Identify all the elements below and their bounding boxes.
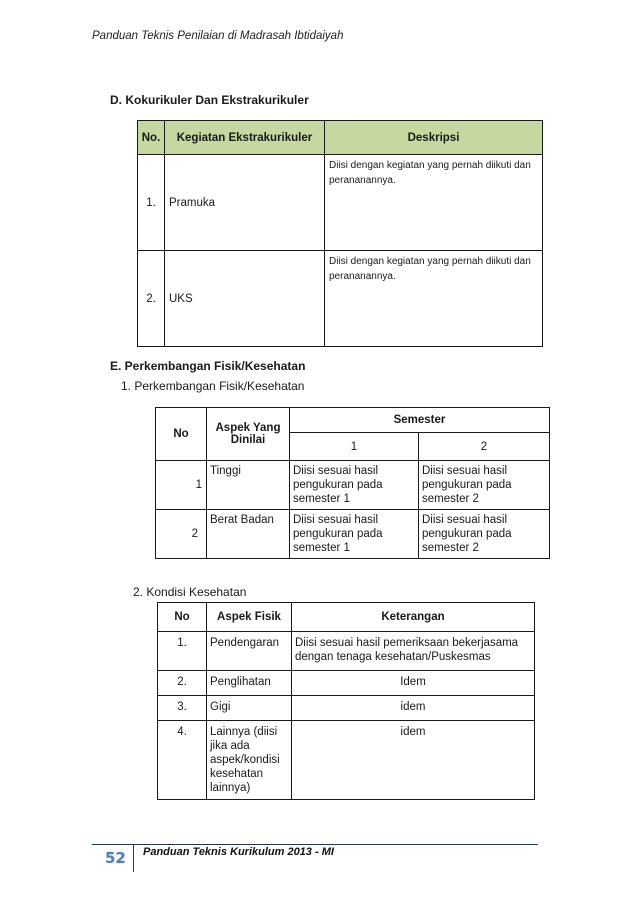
row-keterangan: Diisi sesuai hasil pemeriksaan bekerjasama dengan tenaga kesehatan/Puskesmas <box>292 632 535 671</box>
row-aspek: Penglihatan <box>207 671 292 696</box>
kesehatan-table <box>157 602 535 800</box>
row-no: 1. <box>158 632 207 671</box>
running-header: Panduan Teknis Penilaian di Madrasah Ibtidaiyah <box>92 30 344 42</box>
table-row <box>138 155 543 251</box>
table-row <box>158 721 535 800</box>
table-row <box>156 461 550 510</box>
table-row <box>138 251 543 347</box>
row-no: 2. <box>158 671 207 696</box>
section-d-title: D. Kokurikuler Dan Ekstrakurikuler <box>110 93 309 107</box>
row-kegiatan: UKS <box>165 251 325 347</box>
row-aspek: Pendengaran <box>207 632 292 671</box>
row-aspek: Lainnya (diisi jika ada aspek/kondisi kesehatan lainnya) <box>207 721 292 800</box>
table-header-row <box>138 121 543 155</box>
row-no: 2. <box>138 251 165 347</box>
header-aspek: Aspek Yang Dinilai <box>207 408 290 461</box>
page-number: 52 <box>105 849 126 867</box>
table-header-row <box>158 603 535 632</box>
section-e2-title: 2. Kondisi Kesehatan <box>133 585 247 599</box>
header-no: No <box>156 408 207 461</box>
row-no: 2 <box>156 510 207 559</box>
row-semester-1: Diisi sesuai hasil pengukuran pada semester 1 <box>290 461 419 510</box>
row-keterangan: idem <box>292 721 535 800</box>
footer-vertical-divider <box>133 844 134 872</box>
header-semester-1: 1 <box>290 433 419 461</box>
table-row <box>158 632 535 671</box>
header-semester: Semester <box>290 408 550 433</box>
header-no: No. <box>138 121 165 155</box>
row-no: 1. <box>138 155 165 251</box>
section-e1-title: 1. Perkembangan Fisik/Kesehatan <box>121 379 305 393</box>
footer-divider <box>92 844 538 845</box>
row-aspek: Gigi <box>207 696 292 721</box>
row-no: 4. <box>158 721 207 800</box>
section-e-title: E. Perkembangan Fisik/Kesehatan <box>110 359 306 373</box>
row-aspek: Berat Badan <box>207 510 290 559</box>
row-kegiatan: Pramuka <box>165 155 325 251</box>
ekstrakurikuler-table <box>137 120 543 347</box>
row-deskripsi: Diisi dengan kegiatan yang pernah diikuti dan perananannya. <box>325 251 543 347</box>
row-aspek: Tinggi <box>207 461 290 510</box>
fisik-table <box>155 407 550 559</box>
header-aspek-fisik: Aspek Fisik <box>207 603 292 632</box>
table-row <box>158 696 535 721</box>
table-row <box>156 510 550 559</box>
row-keterangan: Idem <box>292 671 535 696</box>
row-semester-1: Diisi sesuai hasil pengukuran pada semester 1 <box>290 510 419 559</box>
row-keterangan: idem <box>292 696 535 721</box>
row-deskripsi: Diisi dengan kegiatan yang pernah diikuti dan perananannya. <box>325 155 543 251</box>
table-header-row <box>156 408 550 433</box>
header-kegiatan: Kegiatan Ekstrakurikuler <box>165 121 325 155</box>
table-row <box>158 671 535 696</box>
row-no: 1 <box>156 461 207 510</box>
header-no: No <box>158 603 207 632</box>
row-semester-2: Diisi sesuai hasil pengukuran pada semester 2 <box>419 461 550 510</box>
footer-title: Panduan Teknis Kurikulum 2013 - MI <box>143 846 334 858</box>
header-deskripsi: Deskripsi <box>325 121 543 155</box>
row-no: 3. <box>158 696 207 721</box>
header-keterangan: Keterangan <box>292 603 535 632</box>
header-semester-2: 2 <box>419 433 550 461</box>
row-semester-2: Diisi sesuai hasil pengukuran pada semester 2 <box>419 510 550 559</box>
